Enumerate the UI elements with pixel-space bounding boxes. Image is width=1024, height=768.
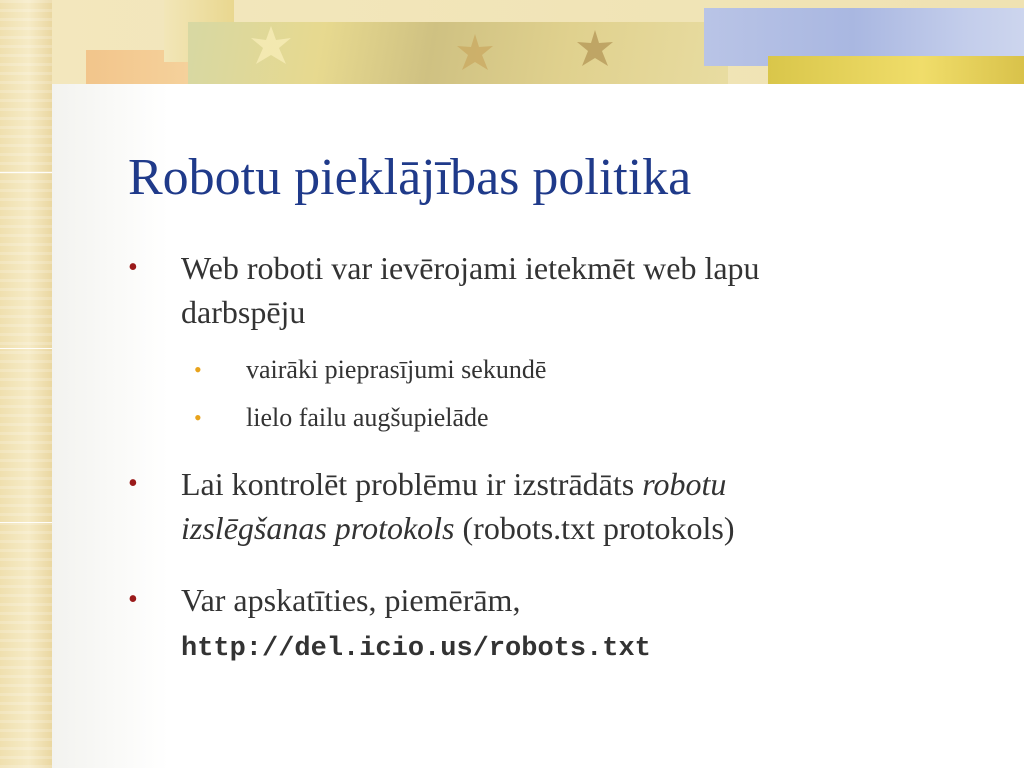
strip-seam bbox=[0, 172, 52, 173]
bullet-item bbox=[128, 462, 928, 550]
bullet-icon: • bbox=[128, 468, 138, 499]
bullet-item bbox=[128, 578, 928, 671]
bullet-text: Var apskatīties, piemērām, bbox=[181, 582, 521, 618]
bullet-italic-text: robotu bbox=[642, 466, 727, 502]
bullet-text: (robots.txt protokols) bbox=[454, 510, 735, 546]
sub-bullet-text: lielo failu augšupielāde bbox=[246, 403, 489, 432]
slide-title: Robotu pieklājības politika bbox=[128, 149, 692, 206]
sub-bullet-item bbox=[181, 346, 928, 394]
bullet-list bbox=[128, 246, 928, 671]
left-decorative-strip bbox=[0, 0, 52, 768]
sub-bullet-icon: • bbox=[194, 357, 202, 382]
leaf-icon bbox=[248, 24, 294, 70]
bullet-item bbox=[128, 246, 928, 442]
robots-txt-link[interactable]: http://del.icio.us/robots.txt bbox=[181, 634, 651, 664]
banner-gold-grass bbox=[768, 56, 1024, 84]
leaf-icon bbox=[452, 30, 498, 76]
bullet-text: Web roboti var ievērojami ietekmēt web lapu bbox=[181, 250, 760, 286]
bullet-icon: • bbox=[128, 252, 138, 283]
sub-bullet-list bbox=[181, 346, 928, 442]
bullet-text: darbspēju bbox=[181, 294, 306, 330]
sub-bullet-text: vairāki pieprasījumi sekundē bbox=[246, 355, 547, 384]
leaf-icon bbox=[572, 26, 618, 72]
sub-bullet-item bbox=[181, 394, 928, 442]
top-decorative-banner bbox=[52, 0, 1024, 84]
bullet-text: Lai kontrolēt problēmu ir izstrādāts bbox=[181, 466, 643, 502]
strip-seam bbox=[0, 348, 52, 349]
sub-bullet-icon: • bbox=[194, 405, 202, 430]
strip-seam bbox=[0, 522, 52, 523]
bullet-italic-text: izslēgšanas protokols bbox=[181, 510, 455, 546]
bullet-icon: • bbox=[128, 584, 138, 615]
